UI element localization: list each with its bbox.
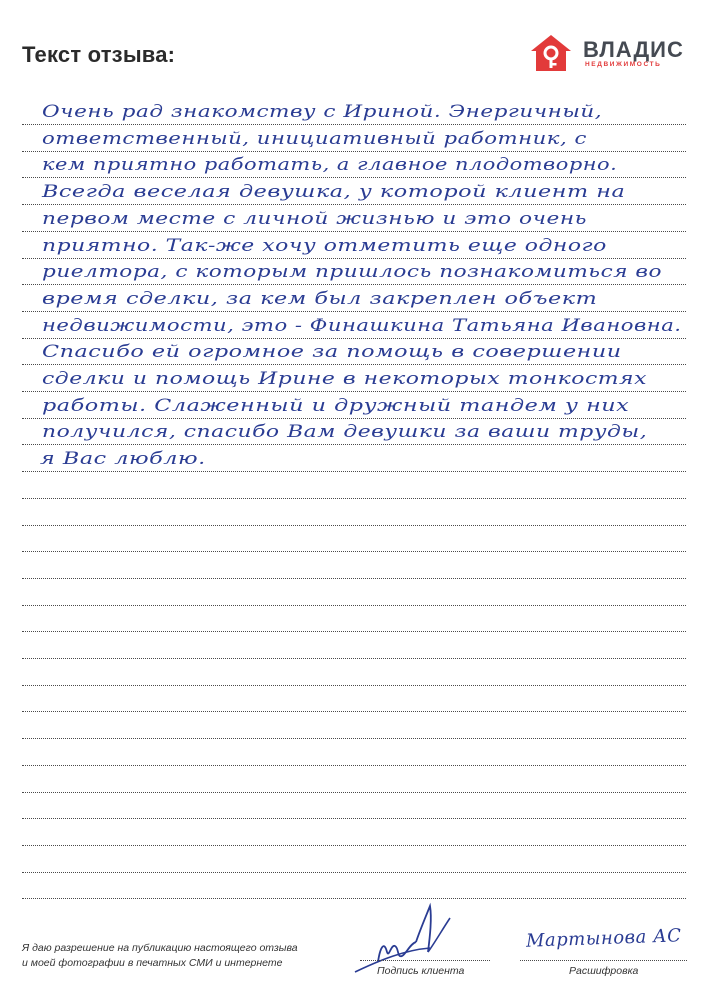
ruled-line [22,418,686,419]
ruled-line [22,231,686,232]
review-line: сделки и помощь Ирине в некоторых тонкостях [42,369,647,388]
ruled-line [22,578,686,579]
ruled-line [22,151,686,152]
review-line: я Вас люблю. [40,449,206,469]
ruled-line [22,124,686,125]
ruled-line [22,444,686,445]
review-line: Спасибо ей огромное за помощь в совершении [42,342,622,362]
review-line: риелтора, с которым пришлось познакомиться во [42,262,662,282]
ruled-line [22,498,686,499]
house-key-icon [531,33,575,73]
decoding-line [520,960,687,961]
ruled-line [22,551,686,552]
review-line: недвижимости, это - Финашкина Татьяна Ивановна. [42,315,682,335]
ruled-line [22,204,686,205]
ruled-line [22,658,686,659]
signature-line [360,960,490,961]
ruled-line [22,711,686,712]
ruled-line [22,765,686,766]
ruled-line [22,338,686,339]
publication-consent [22,941,332,971]
review-line: кем приятно работать, а главное плодотворно. [42,155,618,175]
review-line: Всегда веселая девушка, у которой клиент на [42,182,626,202]
logo-name: ВЛАДИС [583,37,684,62]
ruled-line [22,845,686,846]
review-line: первом месте с личной жизнью и это очень [42,208,587,228]
ruled-line [22,471,686,472]
consent-line: Я даю разрешение на публикацию настоящего отзыва [22,942,298,954]
consent-line: и моей фотографии в печатных СМИ и интернете [22,957,283,969]
ruled-line [22,311,686,312]
review-line: Очень рад знакомству с Ириной. Энергичный, [42,102,603,121]
ruled-line [22,364,686,365]
ruled-line [22,177,686,178]
review-line: время сделки, за кем был закреплен объект [42,288,598,308]
decoding-label: Расшифровка [569,965,639,977]
decoding-value: Мартынова АС [525,925,682,952]
ruled-line [22,872,686,873]
ruled-line [22,631,686,632]
vladis-logo [531,33,691,73]
page-title: Текст отзыва: [22,42,176,67]
ruled-line [22,605,686,606]
ruled-line [22,525,686,526]
ruled-line [22,685,686,686]
ruled-line [22,818,686,819]
review-line: работы. Слаженный и дружный тандем у них [42,395,630,415]
ruled-line [22,284,686,285]
signature-label: Подпись клиента [377,965,465,977]
ruled-line [22,391,686,392]
review-line: приятно. Так-же хочу отметить еще одного [42,235,607,255]
logo-subtitle: НЕДВИЖИМОСТЬ [585,61,662,68]
review-line: ответственный, инициативный работник, с [42,128,587,148]
ruled-line [22,792,686,793]
review-line: получился, спасибо Вам девушки за ваши труды, [42,422,648,442]
ruled-line [22,738,686,739]
ruled-line [22,258,686,259]
